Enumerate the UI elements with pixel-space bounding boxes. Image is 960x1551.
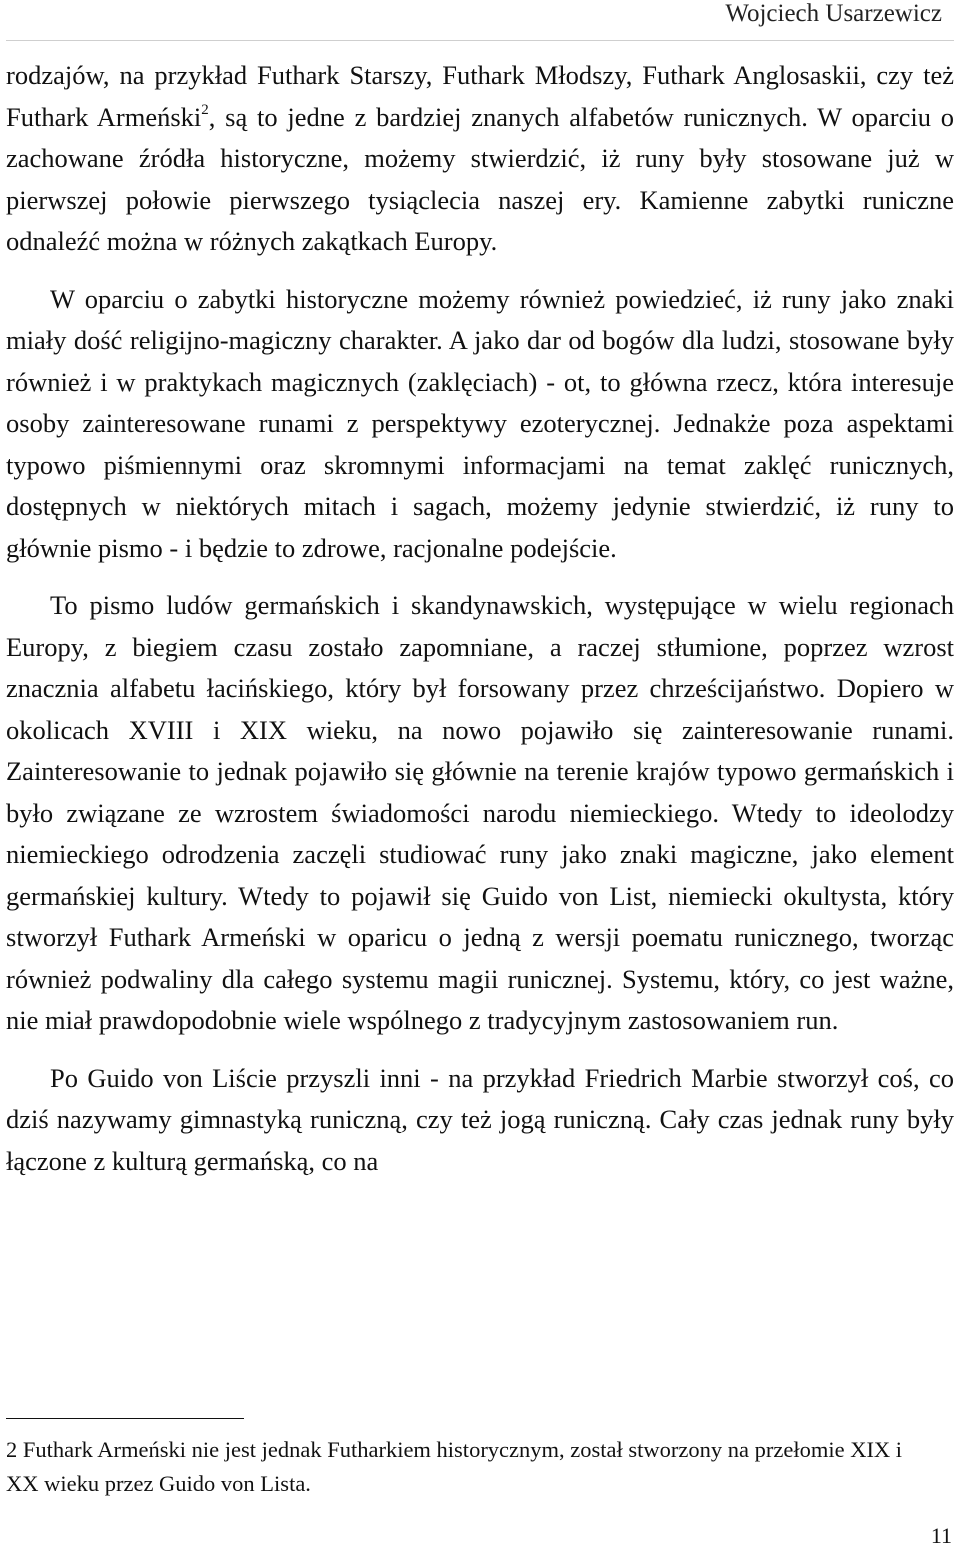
main-text — [6, 55, 954, 1182]
header-divider — [6, 40, 954, 41]
footnote-reference: 2 — [201, 101, 209, 118]
paragraph-1-text-b: , są to jedne z bardziej znanych alfabetów runicznych. W oparciu o zachowane źródła historyczne, możemy stwierdzić, iż runy były stosowane już w pierwszej połowie pierwszego tysiąclecia naszej ery. Kamienne zabytki runiczne odnaleźć można w różnych zakątkach Europy. — [6, 101, 954, 256]
paragraph-4: Po Guido von Liście przyszli inni - na przykład Friedrich Marbie stworzył coś, co dziś nazywamy gimnastyką runiczną, czy też jogą runiczną. Cały czas jednak runy były łączone z kulturą germańską, co na — [6, 1062, 954, 1176]
footnote-text: 2 Futhark Armeński nie jest jednak Futharkiem historycznym, został stworzony na przełomie XIX i XX wieku przez Guido von Lista. — [6, 1437, 903, 1496]
running-header-author: Wojciech Usarzewicz — [725, 0, 942, 27]
paragraph-2: W oparciu o zabytki historyczne możemy również powiedzieć, iż runy jako znaki miały dość religijno-magiczny charakter. A jako dar od bogów dla ludzi, stosowane były również i w praktykach magicznych (zaklęciach) - ot, to główna rzecz, która interesuje osoby zainteresowane runami z perspektywy ezoterycznej. Jednakże poza aspektami typowo piśmiennymi oraz skromnymi informacjami na temat zaklęć runicznych, dostępnych w niektórych mitach i sagach, możemy jedynie stwierdzić, iż runy to głównie pismo - i będzie to zdrowe, racjonalne podejście. — [6, 283, 954, 563]
paragraph-3: To pismo ludów germańskich i skandynawskich, występujące w wielu regionach Europy, z biegiem czasu zostało zapomniane, a raczej stłumione, poprzez wzrost znacznia alfabetu łacińskiego, który był forsowany przez chrześcijaństwo. Dopiero w okolicach XVIII i XIX wieku, na nowo pojawiło się zainteresowanie runami. Zainteresowanie to jednak pojawiło się głównie na terenie krajów typowo germańskich i było związane ze wzrostem świadomości narodu niemieckiego. Wtedy to ideolodzy niemieckiego odrodzenia zaczęli studiować runy jako znaki magiczne, jako element germańskiej kultury. Wtedy to pojawił się Guido von List, niemiecki okultysta, który stworzył Futhark Armeński w oparicu o jedną z wersji poematu runicznego, tworząc również podwaliny dla całego systemu magii runicznej. Systemu, który, co jest ważne, nie miał prawdopodobnie wiele wspólnego z tradycyjnym zastosowaniem run. — [6, 590, 954, 1035]
paragraph-1 — [6, 55, 954, 263]
footnote-divider — [6, 1418, 244, 1419]
page-number: 11 — [930, 1523, 952, 1548]
paragraph-1-text-a: rodzajów, na przykład Futhark Starszy, Futhark Młodszy, Futhark Anglosaskii, czy też Futhark Armeński — [6, 60, 954, 132]
